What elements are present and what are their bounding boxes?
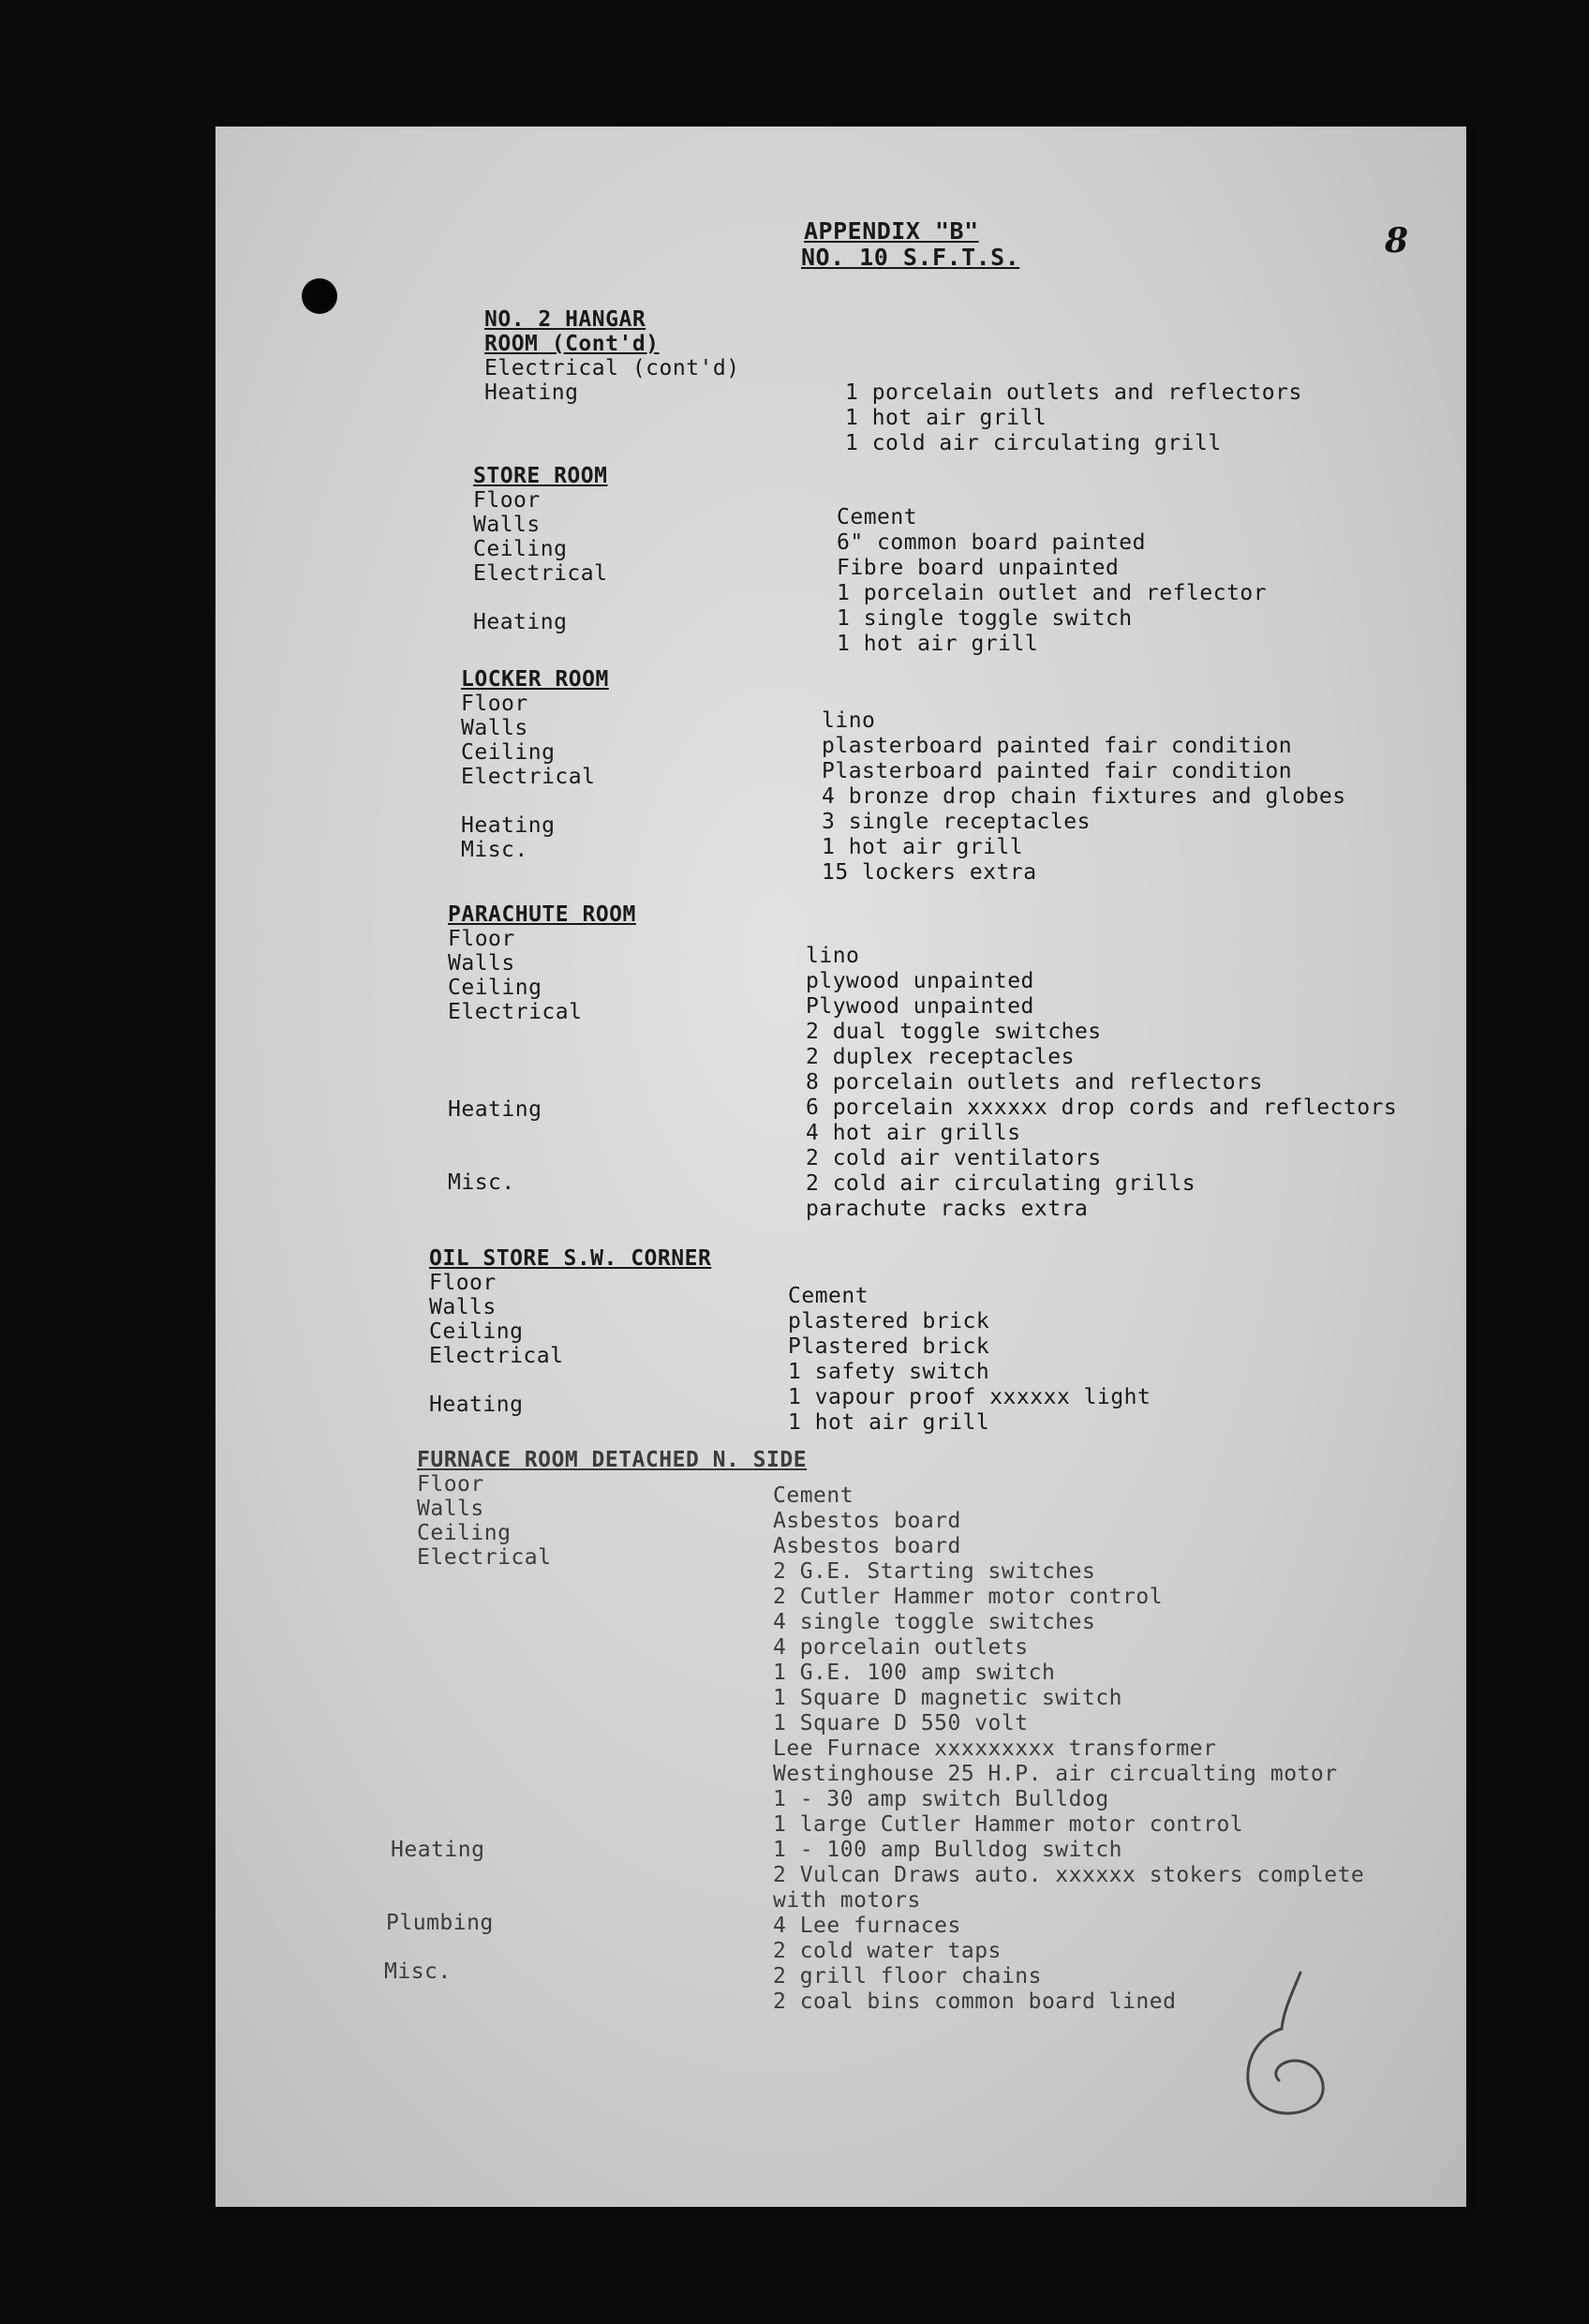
- item-line: 1 hot air grill: [837, 632, 1039, 656]
- item-line: 4 Lee furnaces: [773, 1914, 961, 1938]
- field-label: Ceiling: [417, 1521, 512, 1545]
- item-line: 2 Cutler Hammer motor control: [773, 1585, 1164, 1609]
- item-line: Asbestos board: [773, 1534, 961, 1558]
- section-locker-room: [461, 667, 1346, 885]
- item-line: 1 porcelain outlets and reflectors: [845, 380, 1302, 405]
- section-title: NO. 2 HANGAR: [484, 307, 646, 332]
- section-title: LOCKER ROOM: [461, 667, 609, 692]
- field-label: Walls: [448, 951, 515, 976]
- item-line: 8 porcelain outlets and reflectors: [806, 1070, 1263, 1095]
- item-line: 2 cold air circulating grills: [806, 1171, 1196, 1196]
- field-label: Walls: [461, 716, 528, 740]
- field-label: Floor: [417, 1472, 484, 1497]
- item-line: 3 single receptacles: [822, 810, 1091, 834]
- item-line: 1 hot air grill: [822, 835, 1024, 859]
- field-label: Electrical: [429, 1344, 564, 1368]
- item-line: Cement: [773, 1483, 854, 1508]
- item-line: 2 duplex receptacles: [806, 1045, 1075, 1069]
- item-line: 1 porcelain outlet and reflector: [837, 581, 1268, 605]
- item-line: 4 hot air grills: [806, 1121, 1021, 1145]
- item-line: 1 - 30 amp switch Bulldog: [773, 1787, 1109, 1811]
- item-line: 4 bronze drop chain fixtures and globes: [822, 784, 1346, 809]
- item-line: Westinghouse 25 H.P. air circualting motor: [773, 1762, 1338, 1786]
- item-line: plywood unpainted: [806, 969, 1034, 993]
- item-line: 2 coal bins common board lined: [773, 1989, 1177, 2014]
- field-label: Misc.: [461, 838, 528, 862]
- item-line: 1 Square D 550 volt: [773, 1711, 1029, 1736]
- field-label: Ceiling: [473, 537, 568, 561]
- item-line: 2 dual toggle switches: [806, 1020, 1102, 1044]
- item-line: 1 vapour proof xxxxxx light: [788, 1385, 1151, 1409]
- field-label: Heating: [461, 813, 556, 838]
- item-line: 4 single toggle switches: [773, 1610, 1096, 1634]
- section-hangar: [484, 307, 1302, 455]
- field-label: Ceiling: [461, 740, 556, 765]
- item-line: 15 lockers extra: [822, 860, 1037, 885]
- handwritten-initial: [1227, 1963, 1340, 2132]
- field-label: Electrical: [417, 1545, 552, 1570]
- item-line: 1 hot air grill: [845, 406, 1047, 430]
- item-line: 1 safety switch: [788, 1360, 990, 1384]
- item-line: 1 hot air grill: [788, 1410, 990, 1435]
- item-line: 1 - 100 amp Bulldog switch: [773, 1838, 1123, 1862]
- item-line: 2 cold air ventilators: [806, 1146, 1102, 1170]
- item-line: 2 Vulcan Draws auto. xxxxxx stokers complete: [773, 1863, 1365, 1887]
- field-label: Misc.: [384, 1959, 452, 1984]
- appendix-title: APPENDIX "B": [804, 217, 979, 245]
- field-label: Floor: [429, 1271, 497, 1295]
- item-line: plastered brick: [788, 1309, 990, 1333]
- item-line: 2 grill floor chains: [773, 1964, 1042, 1989]
- field-label: Ceiling: [448, 976, 542, 1000]
- item-line: plasterboard painted fair condition: [822, 734, 1293, 758]
- field-label: Heating: [473, 610, 568, 634]
- item-line: 1 large Cutler Hammer motor control: [773, 1812, 1244, 1837]
- item-line: Plastered brick: [788, 1334, 990, 1359]
- field-label: Heating: [448, 1097, 542, 1122]
- field-label: Misc.: [448, 1170, 515, 1195]
- section-furnace-room: [384, 1448, 1365, 2014]
- field-label: Plumbing: [386, 1911, 494, 1935]
- field-label: Heating: [391, 1838, 485, 1862]
- field-label: Electrical (cont'd): [484, 356, 740, 380]
- field-label: Walls: [417, 1497, 484, 1521]
- field-label: Floor: [473, 488, 541, 513]
- field-label: Electrical: [448, 1000, 583, 1024]
- item-line: Plasterboard painted fair condition: [822, 759, 1293, 783]
- field-label: Ceiling: [429, 1319, 524, 1344]
- item-line: 1 cold air circulating grill: [845, 431, 1222, 455]
- section-oil-store: [429, 1246, 1151, 1435]
- item-line: Cement: [837, 505, 918, 529]
- field-label: Heating: [429, 1393, 524, 1417]
- field-label: Walls: [473, 513, 541, 537]
- item-line: lino: [822, 708, 876, 733]
- item-line: Fibre board unpainted: [837, 556, 1120, 580]
- section-title: ROOM (Cont'd): [484, 332, 660, 356]
- item-line: 6" common board painted: [837, 530, 1146, 555]
- item-line: with motors: [773, 1888, 921, 1913]
- item-line: lino: [806, 944, 860, 968]
- page-mark: 8: [1385, 221, 1409, 261]
- item-line: Lee Furnace xxxxxxxxx transformer: [773, 1736, 1217, 1761]
- item-line: Cement: [788, 1284, 869, 1308]
- item-line: parachute racks extra: [806, 1197, 1089, 1221]
- item-line: 1 single toggle switch: [837, 606, 1133, 631]
- field-label: Walls: [429, 1295, 497, 1319]
- item-line: Asbestos board: [773, 1509, 961, 1533]
- item-line: 1 Square D magnetic switch: [773, 1686, 1123, 1710]
- unit-title: NO. 10 S.F.T.S.: [801, 244, 1020, 271]
- item-line: Plywood unpainted: [806, 994, 1034, 1019]
- field-label: Floor: [461, 692, 528, 716]
- section-parachute-room: [448, 902, 1398, 1221]
- item-line: 6 porcelain xxxxxx drop cords and reflectors: [806, 1095, 1398, 1120]
- section-title: PARACHUTE ROOM: [448, 902, 636, 927]
- field-label: Heating: [484, 380, 579, 405]
- item-line: 1 G.E. 100 amp switch: [773, 1661, 1056, 1685]
- section-title: STORE ROOM: [473, 464, 608, 488]
- field-label: Floor: [448, 927, 515, 951]
- field-label: Electrical: [461, 765, 596, 789]
- section-title: FURNACE ROOM DETACHED N. SIDE: [417, 1448, 808, 1472]
- item-line: 2 cold water taps: [773, 1939, 1002, 1963]
- section-store-room: [473, 464, 1268, 656]
- field-label: Electrical: [473, 561, 608, 586]
- item-line: 4 porcelain outlets: [773, 1635, 1029, 1660]
- item-line: 2 G.E. Starting switches: [773, 1559, 1096, 1584]
- section-title: OIL STORE S.W. CORNER: [429, 1246, 712, 1271]
